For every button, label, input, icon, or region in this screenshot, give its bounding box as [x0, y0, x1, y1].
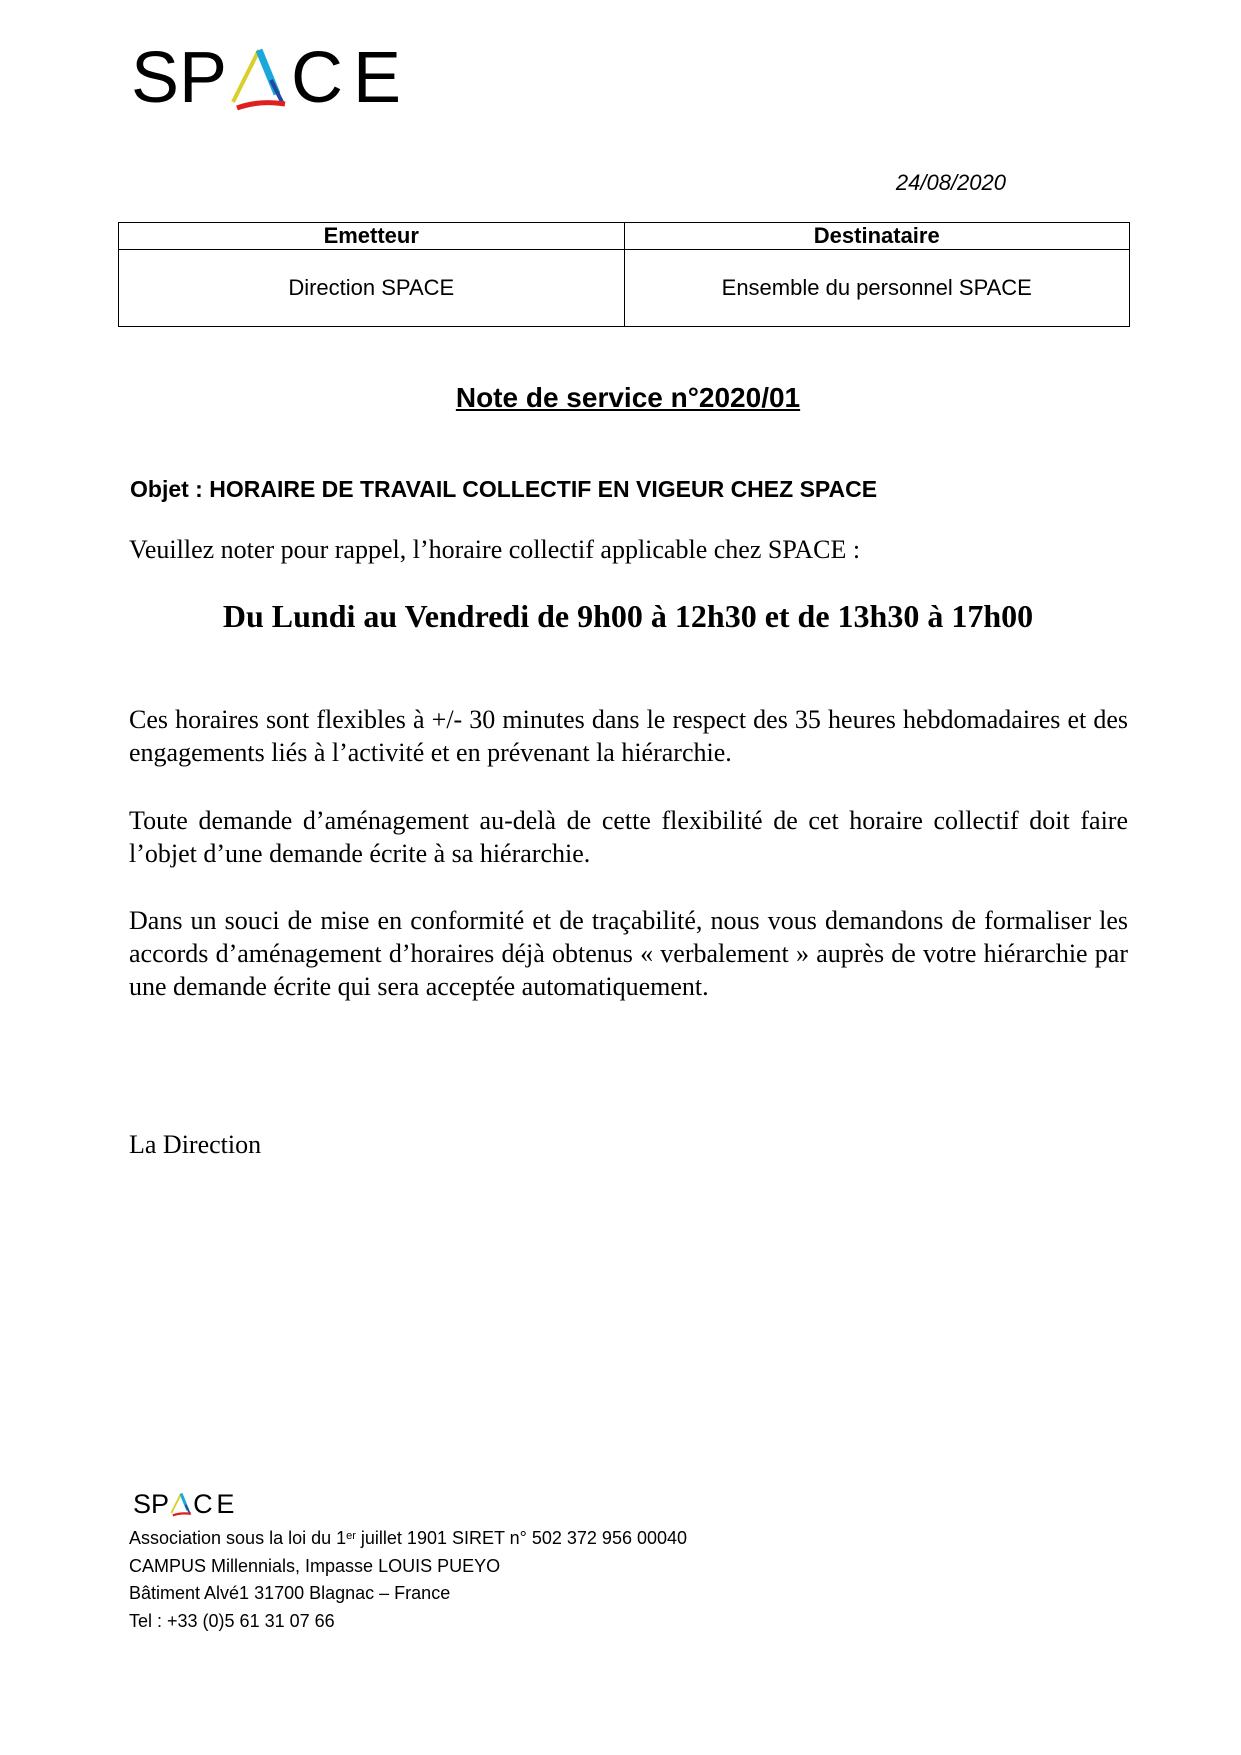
emetteur-value: Direction SPACE	[119, 250, 625, 327]
destinataire-value: Ensemble du personnel SPACE	[624, 250, 1130, 327]
schedule-line: Du Lundi au Vendredi de 9h00 à 12h30 et de 13h30 à 17h00	[222, 598, 1034, 634]
footer-line-association: Association sous la loi du 1er juillet 1901 SIRET n° 502 372 956 00040	[129, 1528, 688, 1548]
footer-line-phone: Tel : +33 (0)5 61 31 07 66	[129, 1610, 335, 1631]
paragraph-request: Toute demande d’aménagement au-delà de cette flexibilité de cet horaire collectif doit faire l’objet d’une demande écrite à sa hiérarchie.	[129, 806, 1128, 868]
svg-text:E: E	[353, 44, 402, 114]
footer-line-campus: CAMPUS Millennials, Impasse LOUIS PUEYO	[129, 1555, 501, 1576]
paragraph-flexibility: Ces horaires sont flexibles à +/- 30 minutes dans le respect des 35 heures hebdomadaires et des engagements liés à l’activité et en prévenant la hiérarchie.	[129, 705, 1128, 767]
svg-text:S: S	[133, 1491, 152, 1518]
emetteur-header: Emetteur	[119, 223, 625, 250]
svg-text:P: P	[151, 1491, 170, 1518]
footer-address	[129, 1525, 687, 1635]
routing-table	[118, 222, 1130, 327]
svg-text:E: E	[216, 1491, 235, 1518]
intro-paragraph: Veuillez noter pour rappel, l’horaire collectif applicable chez SPACE :	[129, 535, 861, 564]
svg-text:S: S	[131, 44, 180, 114]
space-logo	[131, 44, 416, 114]
paragraph-compliance: Dans un souci de mise en conformité et de traçabilité, nous vous demandons de formaliser les accords d’aménagement d’horaires déjà obtenus « verbalement » auprès de votre hiérarchie par une demande écrite qui sera acceptée automatiquement.	[129, 906, 1128, 1001]
svg-text:P: P	[179, 44, 228, 114]
signature: La Direction	[129, 1130, 262, 1159]
note-title: Note de service n°2020/01	[455, 382, 801, 413]
footer-space-logo	[133, 1491, 240, 1518]
svg-text:C: C	[291, 44, 343, 114]
objet-line: Objet : HORAIRE DE TRAVAIL COLLECTIF EN VIGEUR CHEZ SPACE	[130, 476, 878, 502]
destinataire-header: Destinataire	[624, 223, 1130, 250]
document-date: 24/08/2020	[895, 170, 1006, 195]
svg-text:C: C	[193, 1491, 213, 1518]
footer-line-building: Bâtiment Alvé1 31700 Blagnac – France	[129, 1583, 451, 1603]
